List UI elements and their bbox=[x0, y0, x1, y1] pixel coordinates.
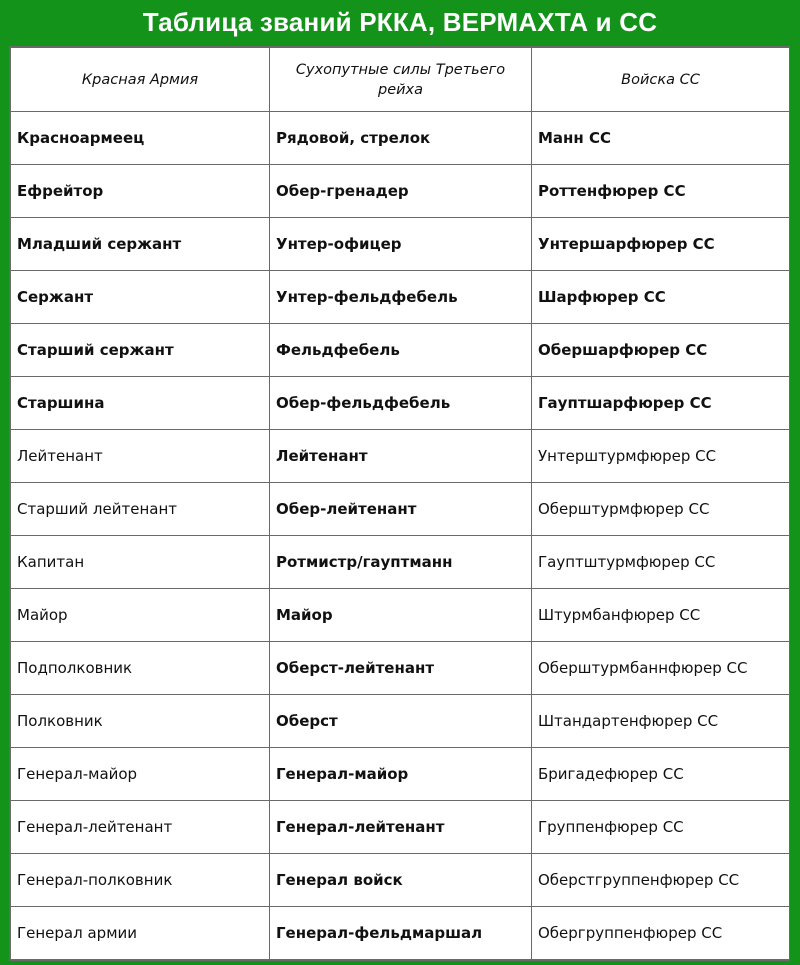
red-army-rank: Старшина bbox=[11, 377, 270, 430]
page-title: Таблица званий РККА, ВЕРМАХТА и СС bbox=[142, 7, 658, 37]
header-ss: Войска СС bbox=[532, 48, 790, 112]
header-row bbox=[11, 48, 790, 112]
ss-rank: Оберстгруппенфюрер СС bbox=[532, 854, 790, 907]
ss-rank: Шарфюрер СС bbox=[532, 271, 790, 324]
table-row bbox=[11, 536, 790, 589]
wehrmacht-rank: Оберст-лейтенант bbox=[270, 642, 532, 695]
red-army-rank: Красноармеец bbox=[11, 112, 270, 165]
wehrmacht-rank: Майор bbox=[270, 589, 532, 642]
red-army-rank: Генерал-полковник bbox=[11, 854, 270, 907]
red-army-rank: Полковник bbox=[11, 695, 270, 748]
table-header bbox=[11, 48, 790, 112]
wehrmacht-rank: Унтер-фельдфебель bbox=[270, 271, 532, 324]
wehrmacht-rank: Обер-фельдфебель bbox=[270, 377, 532, 430]
wehrmacht-rank: Обер-лейтенант bbox=[270, 483, 532, 536]
ss-rank: Унтерштурмфюрер СС bbox=[532, 430, 790, 483]
ss-rank: Штурмбанфюрер СС bbox=[532, 589, 790, 642]
ranks-table-container bbox=[9, 46, 790, 961]
wehrmacht-rank: Лейтенант bbox=[270, 430, 532, 483]
ss-rank: Бригадефюрер СС bbox=[532, 748, 790, 801]
red-army-rank: Капитан bbox=[11, 536, 270, 589]
red-army-rank: Генерал-майор bbox=[11, 748, 270, 801]
ss-rank: Роттенфюрер СС bbox=[532, 165, 790, 218]
ss-rank: Группенфюрер СС bbox=[532, 801, 790, 854]
ss-rank: Оберштурмбаннфюрер СС bbox=[532, 642, 790, 695]
table-row bbox=[11, 801, 790, 854]
wehrmacht-rank: Оберст bbox=[270, 695, 532, 748]
red-army-rank: Младший сержант bbox=[11, 218, 270, 271]
table-row bbox=[11, 218, 790, 271]
ss-rank: Гауптштурмфюрер СС bbox=[532, 536, 790, 589]
table-row bbox=[11, 324, 790, 377]
header-red-army: Красная Армия bbox=[11, 48, 270, 112]
red-army-rank: Подполковник bbox=[11, 642, 270, 695]
red-army-rank: Генерал-лейтенант bbox=[11, 801, 270, 854]
table-row bbox=[11, 589, 790, 642]
table-row bbox=[11, 907, 790, 960]
table-row bbox=[11, 165, 790, 218]
table-row bbox=[11, 112, 790, 165]
wehrmacht-rank: Обер-гренадер bbox=[270, 165, 532, 218]
red-army-rank: Генерал армии bbox=[11, 907, 270, 960]
red-army-rank: Ефрейтор bbox=[11, 165, 270, 218]
ss-rank: Оберштурмфюрер СС bbox=[532, 483, 790, 536]
wehrmacht-rank: Рядовой, стрелок bbox=[270, 112, 532, 165]
ss-rank: Манн СС bbox=[532, 112, 790, 165]
ss-rank: Обергруппенфюрер СС bbox=[532, 907, 790, 960]
table-body bbox=[11, 112, 790, 960]
red-army-rank: Майор bbox=[11, 589, 270, 642]
ranks-table bbox=[10, 47, 790, 960]
table-row bbox=[11, 377, 790, 430]
wehrmacht-rank: Генерал-майор bbox=[270, 748, 532, 801]
wehrmacht-rank: Генерал-фельдмаршал bbox=[270, 907, 532, 960]
red-army-rank: Сержант bbox=[11, 271, 270, 324]
ss-rank: Обершарфюрер СС bbox=[532, 324, 790, 377]
table-row bbox=[11, 642, 790, 695]
ss-rank: Гауптшарфюрер СС bbox=[532, 377, 790, 430]
table-row bbox=[11, 483, 790, 536]
table-row bbox=[11, 854, 790, 907]
ss-rank: Штандартенфюрер СС bbox=[532, 695, 790, 748]
table-row bbox=[11, 748, 790, 801]
wehrmacht-rank: Генерал войск bbox=[270, 854, 532, 907]
table-row bbox=[11, 430, 790, 483]
table-row bbox=[11, 695, 790, 748]
ss-rank: Унтершарфюрер СС bbox=[532, 218, 790, 271]
wehrmacht-rank: Ротмистр/гауптманн bbox=[270, 536, 532, 589]
red-army-rank: Лейтенант bbox=[11, 430, 270, 483]
red-army-rank: Старший сержант bbox=[11, 324, 270, 377]
table-row bbox=[11, 271, 790, 324]
red-army-rank: Старший лейтенант bbox=[11, 483, 270, 536]
header-wehrmacht: Сухопутные силы Третьего рейха bbox=[270, 48, 532, 112]
wehrmacht-rank: Унтер-офицер bbox=[270, 218, 532, 271]
wehrmacht-rank: Фельдфебель bbox=[270, 324, 532, 377]
wehrmacht-rank: Генерал-лейтенант bbox=[270, 801, 532, 854]
